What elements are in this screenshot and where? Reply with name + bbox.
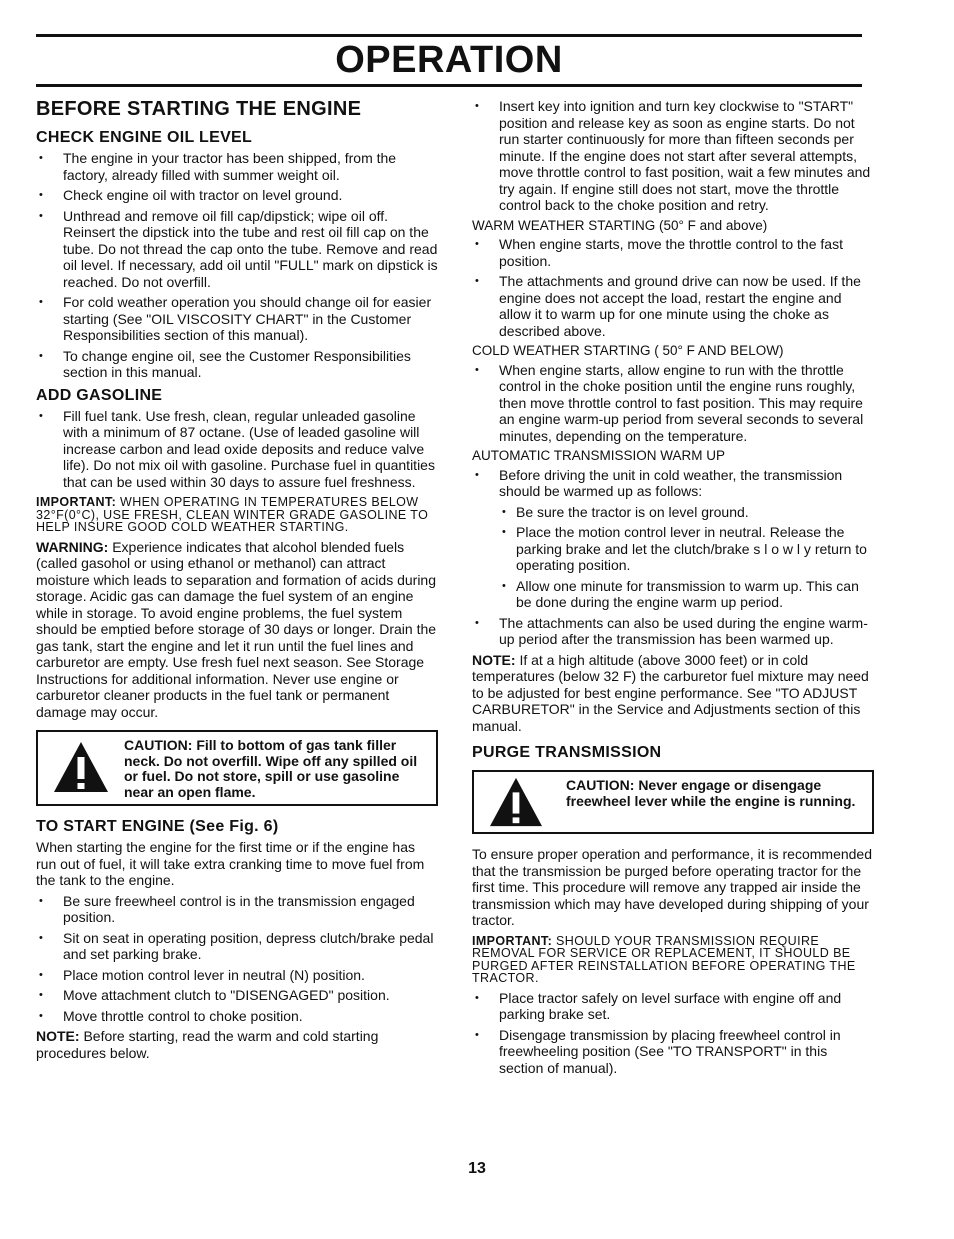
section-heading-before-starting: BEFORE STARTING THE ENGINE [36,98,362,120]
start-note [36,1028,438,1061]
list-item: • Fill fuel tank. Use fresh, clean, regular unleaded gasoline with a minimum of 87 octane. (Use of leaded gasoline will increase carbon and lead oxide deposits and reduce valve life). Do not mix oil with gasoline. Purchase fuel in quantities that can be used within 30 days to assure fuel freshness. [36,408,438,491]
cold-weather-list [472,362,874,445]
warning-label: WARNING: [36,538,109,555]
list-item: • Place tractor safely on level surface with engine off and parking brake set. [472,990,874,1023]
list-item: • For cold weather operation you should change oil for easier starting (See "OIL VISCOSITY CHART" in the Customer Responsibilities section of this manual). [36,294,438,344]
warning-triangle-icon [488,776,544,828]
warning-paragraph [36,539,438,721]
caption-automatic-transmission: AUTOMATIC TRANSMISSION WARM UP [472,448,726,463]
warning-triangle-icon [52,740,110,794]
ignition-list [472,98,874,214]
start-list [36,893,438,1025]
altitude-note [472,652,874,735]
heading-purge-transmission: PURGE TRANSMISSION [472,744,662,761]
caution-box-gasoline [36,730,438,806]
sub-list-item: • Place the motion control lever in neutral. Release the parking brake and let the clutch/brake s l o w l y return to operating position. [472,524,874,574]
note-text: Before starting, read the warm and cold starting procedures below. [36,1028,379,1061]
page-title: OPERATION [335,39,563,81]
list-item: • The engine in your tractor has been shipped, from the factory, already filled with summer weight oil. [36,150,438,183]
important-text: WHEN OPERATING IN TEMPERATURES BELOW 32°F(0°C), USE FRESH, CLEAN WINTER GRADE GASOLINE TO HELP INSURE GOOD COLD WEATHER STARTING. [36,495,429,534]
gasoline-list [36,408,438,491]
list-item: • The attachments and ground drive can now be used. If the engine does not accept the load, restart the engine and allow it to warm up for one minute using the choke as described above. [472,273,874,339]
heading-check-engine-oil: CHECK ENGINE OIL LEVEL [36,129,253,146]
left-column [36,92,438,1065]
heading-add-gasoline: ADD GASOLINE [36,386,163,404]
list-item: • Unthread and remove oil fill cap/dipstick; wipe oil off. Reinsert the dipstick into the tube and rest oil fill cap on the tube. Do not thread the cap onto the tube. Remove and read oil level. If necessary, add oil until "FULL" mark on dipstick is reached. Do not overfill. [36,208,438,291]
page-number: 13 [468,1160,486,1177]
caution-text: CAUTION: Never engage or disengage freewheel lever while the engine is running. [566,777,856,809]
important-text: SHOULD YOUR TRANSMISSION REQUIRE REMOVAL FOR SERVICE OR REPLACEMENT, IT SHOULD BE PURGED AFTER REINSTALLATION BEFORE OPERATING THE TRACTOR. [472,933,856,985]
purge-list [472,990,874,1077]
important-cold-gasoline [36,496,438,534]
sub-list-item: • Allow one minute for transmission to warm up. This can be done during the engine warm up period. [472,578,874,611]
auto-transmission-list [472,467,874,500]
list-item: • When engine starts, move the throttle control to the fast position. [472,236,874,269]
auto-transmission-list-2 [472,615,874,648]
list-item: • Be sure freewheel control is in the transmission engaged position. [36,893,438,926]
auto-transmission-sublist [472,504,874,611]
list-item: • Move attachment clutch to "DISENGAGED" position. [36,987,438,1004]
note-label: NOTE: [472,651,516,668]
important-label: IMPORTANT: [472,933,553,948]
list-item: • Insert key into ignition and turn key clockwise to "START" position and release key as soon as engine starts. Do not run starter continuously for more than fifteen seconds per minute. If the engine does not start after several attempts, move throttle control to fast position, wait a few minutes and try again. If engine still does not start, move the throttle control back to the choke position and retry. [472,98,874,214]
list-item: • When engine starts, allow engine to run with the throttle control in the choke position until the engine runs roughly, then move throttle control to fast position. This may require an engine warm-up period from several seconds to several minutes, depending on the temperature. [472,362,874,445]
purge-intro: To ensure proper operation and performance, it is recommended that the transmission be purged before operating tractor for the first time. This procedure will remove any trapped air inside the transmission which may have developed during shipping of your tractor. [472,846,872,928]
title-underline-rule [36,84,862,87]
list-item: • Before driving the unit in cold weather, the transmission should be warmed up as follows: [472,467,874,500]
important-purge [472,935,874,985]
heading-to-start-engine: TO START ENGINE (See Fig. 6) [36,818,279,835]
warm-weather-list [472,236,874,339]
warning-text: Experience indicates that alcohol blended fuels (called gasohol or using ethanol or methanol) can attract moisture which leads to separation and formation of acids during storage. Acidic gas can damage the fuel system of an engine while in storage. To avoid engine problems, the fuel system should be emptied before storage of 30 days or longer. Drain the gas tank, start the engine and let it run until the fuel lines and carburetor are empty. Use fresh fuel next season. See Storage Instructions for additional information. Never use engine or carburetor cleaner products in the fuel tank or permanent damage may occur. [36,538,437,720]
note-label: NOTE: [36,1028,80,1044]
caption-warm-weather: WARM WEATHER STARTING (50° F and above) [472,217,768,233]
oil-list [36,150,438,381]
list-item: • Check engine oil with tractor on level ground. [36,187,438,204]
start-intro: When starting the engine for the first time or if the engine has run out of fuel, it will take extra cranking time to move fuel from the tank to the engine. [36,839,425,888]
right-column [472,92,874,1080]
list-item: • Sit on seat in operating position, depress clutch/brake pedal and set parking brake. [36,930,438,963]
caption-cold-weather: COLD WEATHER STARTING ( 50° F AND BELOW) [472,343,784,358]
list-item: • The attachments can also be used during the engine warm-up period after the transmission has been warmed up. [472,615,874,648]
note-text: If at a high altitude (above 3000 feet) or in cold temperatures (below 32 F) the carburetor fuel mixture may need to be adjusted for best engine performance. See "TO ADJUST CARBURETOR" in the Service and Adjustments section of this manual. [472,651,869,734]
list-item: • Disengage transmission by placing freewheel control in freewheeling position (See "TO TRANSPORT" in this section of manual). [472,1027,874,1077]
caution-text: CAUTION: Fill to bottom of gas tank filler neck. Do not overfill. Wipe off any spilled oil or fuel. Do not store, spill or use gasoline near an open flame. [124,737,418,800]
important-label: IMPORTANT: [36,495,117,509]
sub-list-item: • Be sure the tractor is on level ground. [472,504,874,521]
list-item: • Move throttle control to choke position. [36,1008,438,1025]
list-item: • To change engine oil, see the Customer Responsibilities section in this manual. [36,348,438,381]
caution-box-freewheel [472,770,874,834]
list-item: • Place motion control lever in neutral (N) position. [36,967,438,984]
